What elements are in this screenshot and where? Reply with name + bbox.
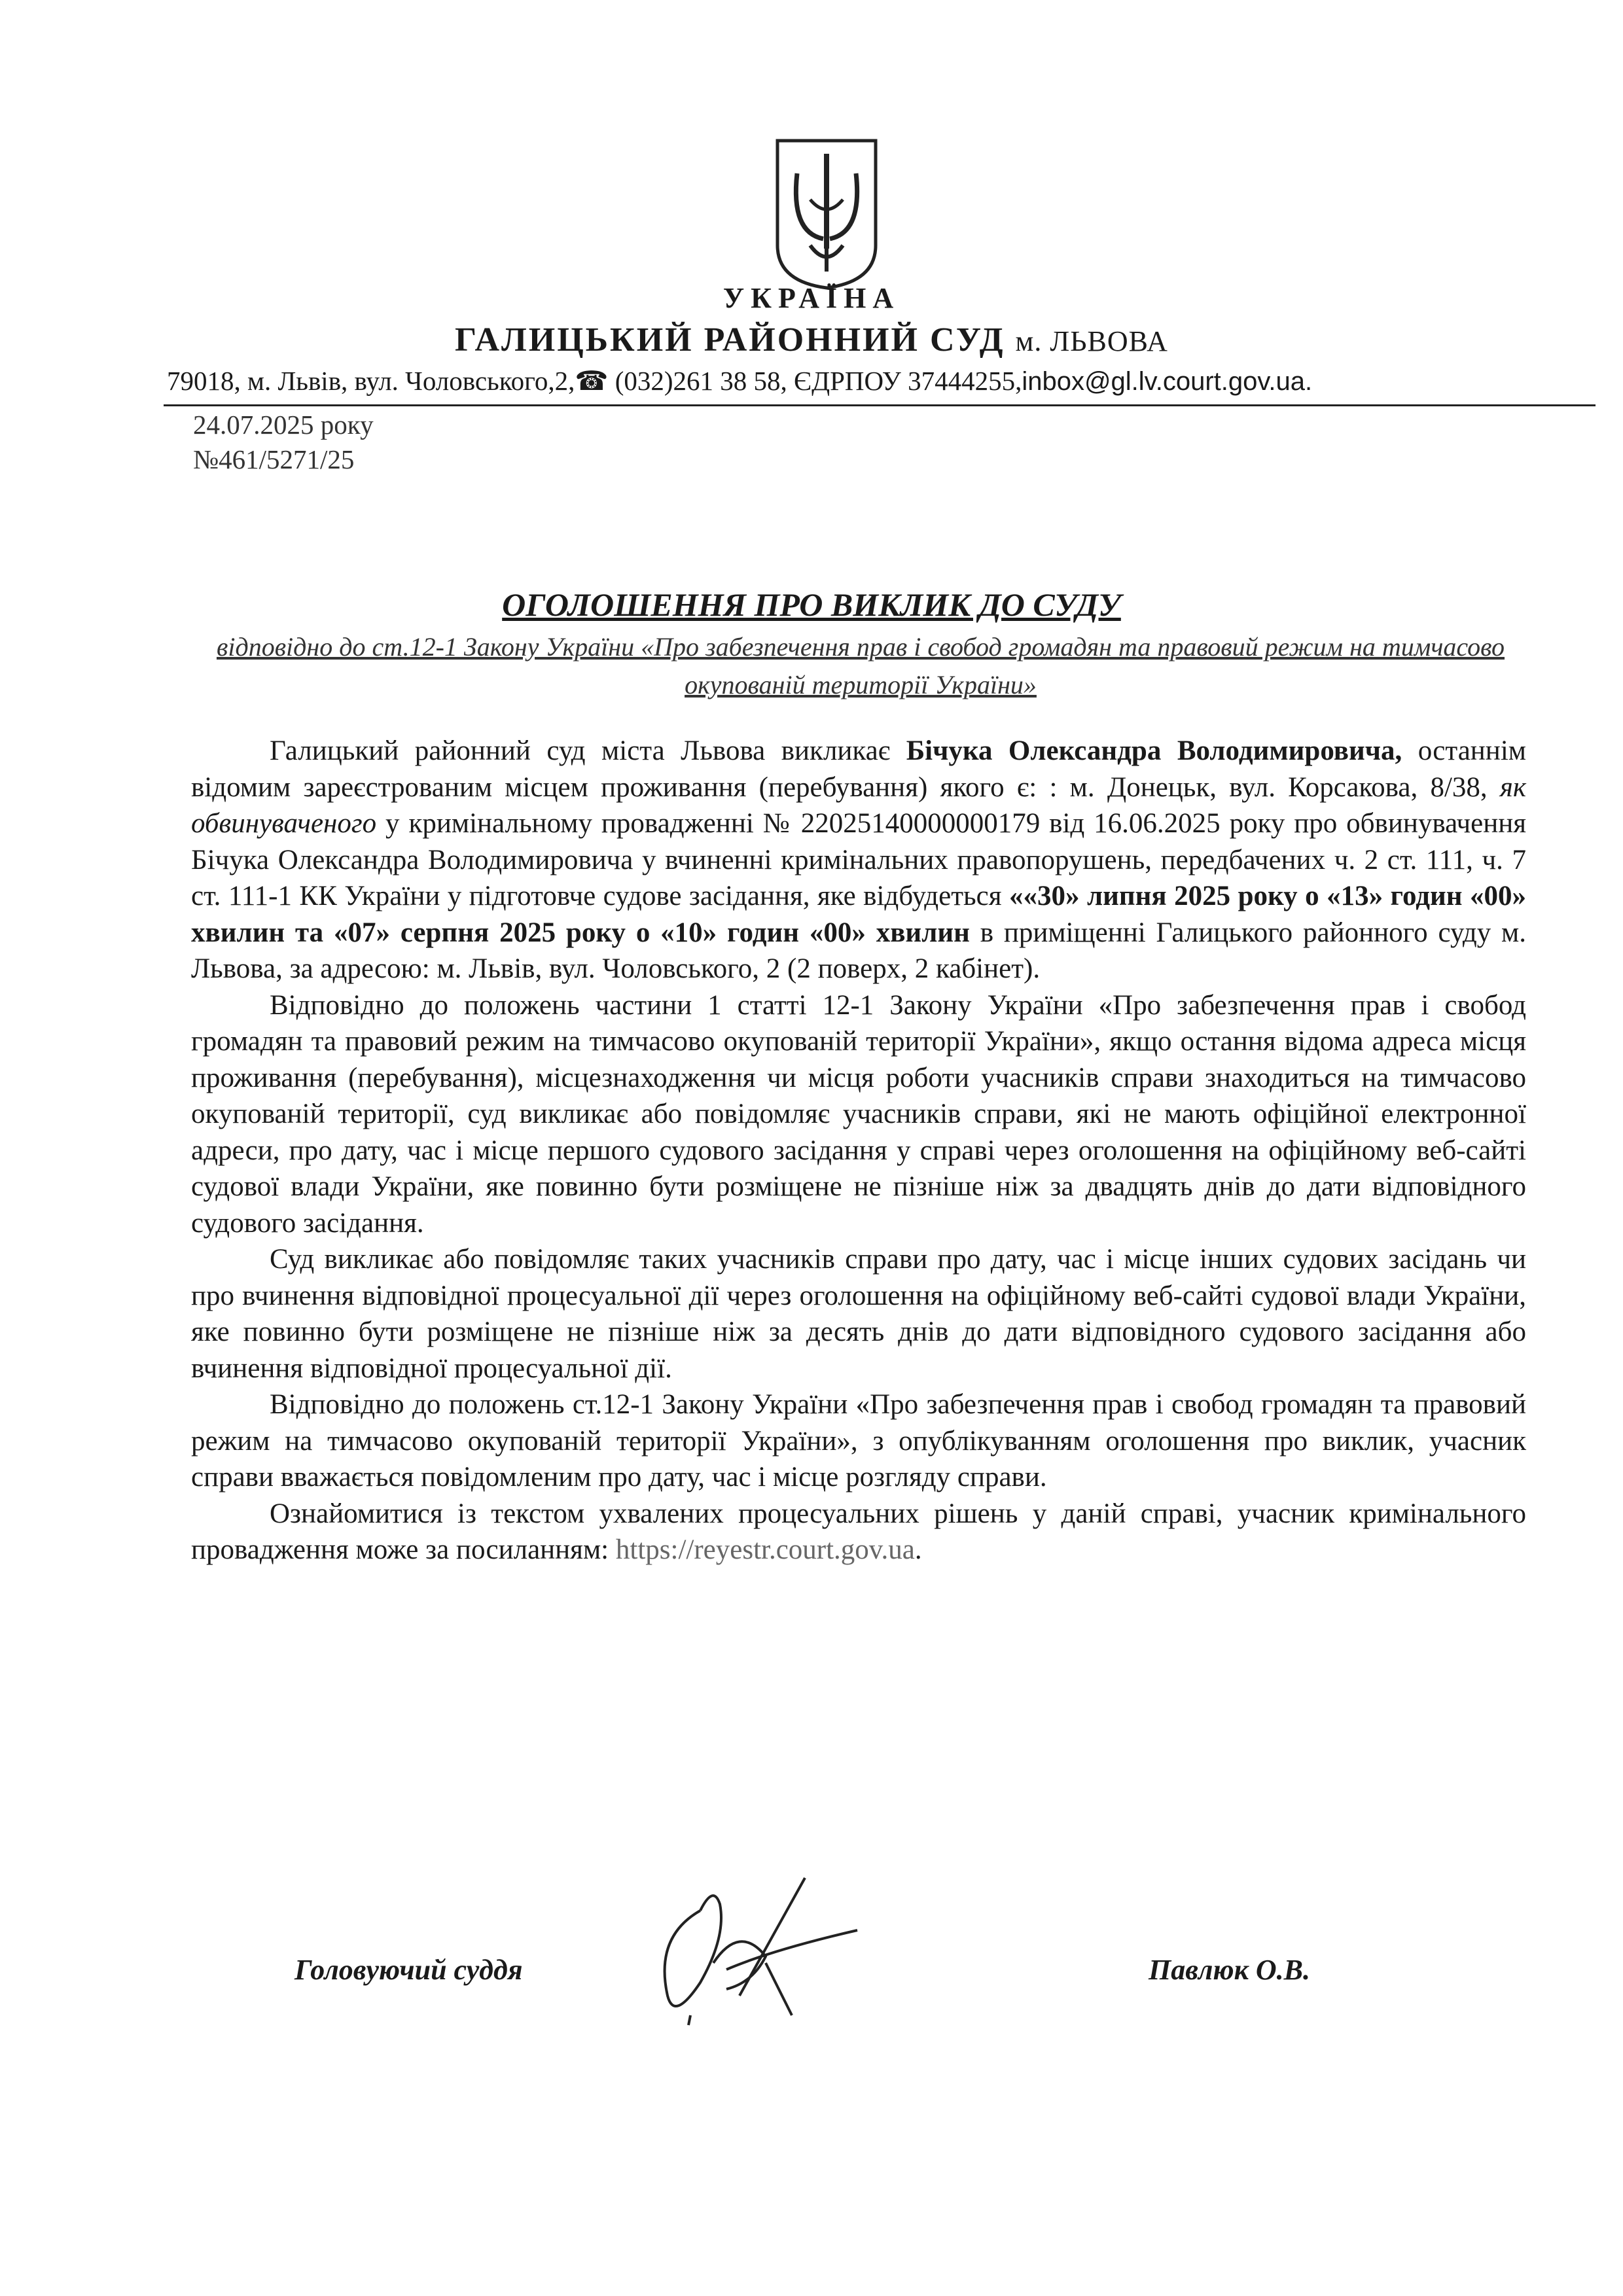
- registry-link[interactable]: https://reyestr.court.gov.ua: [615, 1534, 915, 1565]
- header-divider: [164, 404, 1596, 406]
- p1-text-a: Галицький районний суд міста Львова викликає: [270, 735, 906, 766]
- judge-title: Головуючий суддя: [294, 1954, 523, 1986]
- p5-text-a: Ознайомитися із текстом ухвалених процесуальних рішень у даній справі, учасник кримінального провадження може за посиланням:: [191, 1498, 1526, 1565]
- court-code-label: ЄДРПОУ: [794, 366, 901, 396]
- court-email: inbox@gl.lv.court.gov.ua.: [1022, 367, 1313, 396]
- paragraph-summons: [191, 733, 1526, 987]
- country-heading: УКРАЇНА: [722, 282, 901, 314]
- defendant-role: як обвинуваченого: [191, 771, 1526, 839]
- hearing-dates: ««30» липня 2025 року о «13» годин «00» хвилин та «07» серпня 2025 року о «10» годин «00» хвилин: [191, 881, 1526, 948]
- paragraph-law-3: Відповідно до положень ст.12-1 Закону України «Про забезпечення прав і свобод громадян та правовий режим на тимчасово окупованій території України», з опублікуванням оголошення про виклик, учасник справи вважається повідомленим про дату, час і місце розгляду справи.: [191, 1389, 1526, 1492]
- court-address-line: [167, 365, 1574, 397]
- court-city: м. ЛЬВОВА: [1015, 325, 1168, 357]
- court-code: 37444255,: [901, 366, 1022, 396]
- court-name-heading: [0, 321, 1623, 359]
- notice-title: ОГОЛОШЕННЯ ПРО ВИКЛИК ДО СУДУ: [502, 586, 1121, 623]
- p1-text-c: у кримінальному провадженні № 22025140000000179 від 16.06.2025 року про обвинувачення Бічука Олександра Володимировича у вчиненні кримінальних правопорушень, передбачених ч. 2 ст. 111, ч. 7 ст. 111-1 КК України у підготовче судове засідання, яке відбудеться: [191, 808, 1526, 911]
- p1-text-b: останнім відомим зареєстрованим місцем проживання (перебування) якого є: : м. Донецьк, вул. Корсакова, 8/38,: [191, 735, 1526, 803]
- paragraph-law-1: Відповідно до положень частини 1 статті 12-1 Закону України «Про забезпечення прав і свобод громадян та правовий режим на тимчасово окупованій території України», якщо остання відома адреса місця проживання (перебування), місцезнаходження чи місця роботи учасників справи знаходиться на тимчасово окупованій території, суд викликає або повідомляє учасників справи, які не мають офіційної електронної адреси, про дату, час і місце першого судового засідання у справі через оголошення на офіційному веб-сайті судової влади України, яке повинно бути розміщене не пізніше ніж за двадцять днів до дати відповідного судового засідання.: [191, 989, 1526, 1239]
- notice-body: [191, 733, 1526, 1568]
- paragraph-link: [191, 1496, 1526, 1568]
- document-date: 24.07.2025 року: [193, 410, 374, 440]
- notice-subtitle: відповідно до ст.12-1 Закону України «Про забезпечення прав і свобод громадян та правовий режим на тимчасово окупованій території України»: [216, 632, 1505, 699]
- paragraph-law-2: Суд викликає або повідомляє таких учасників справи про дату, час і місце інших судових засідань чи про вчинення відповідної процесуальної дії через оголошення на офіційному веб-сайті судової влади України, яке повинно бути розміщене не пізніше ніж за десять днів до дати відповідного судового засідання або вчинення відповідної процесуальної дії.: [191, 1244, 1526, 1384]
- judge-name: Павлюк О.В.: [1149, 1954, 1311, 1986]
- court-address: 79018, м. Львів, вул. Чоловського,2,: [167, 366, 575, 396]
- handwritten-signature-icon: [628, 1865, 864, 2035]
- court-phone: (032)261 38 58,: [608, 366, 794, 396]
- trident-emblem-icon: [771, 134, 882, 291]
- phone-icon: ☎: [575, 366, 609, 396]
- p1-text-d: в приміщенні Галицького районного суду м. Львова, за адресою: м. Львів, вул. Чоловського, 2 (2 поверх, 2 кабінет).: [191, 917, 1526, 984]
- court-name: ГАЛИЦЬКИЙ РАЙОННИЙ СУД: [455, 321, 1005, 359]
- case-number: №461/5271/25: [193, 444, 355, 474]
- defendant-name: Бічука Олександра Володимировича,: [906, 735, 1402, 766]
- p5-text-b: .: [914, 1534, 922, 1565]
